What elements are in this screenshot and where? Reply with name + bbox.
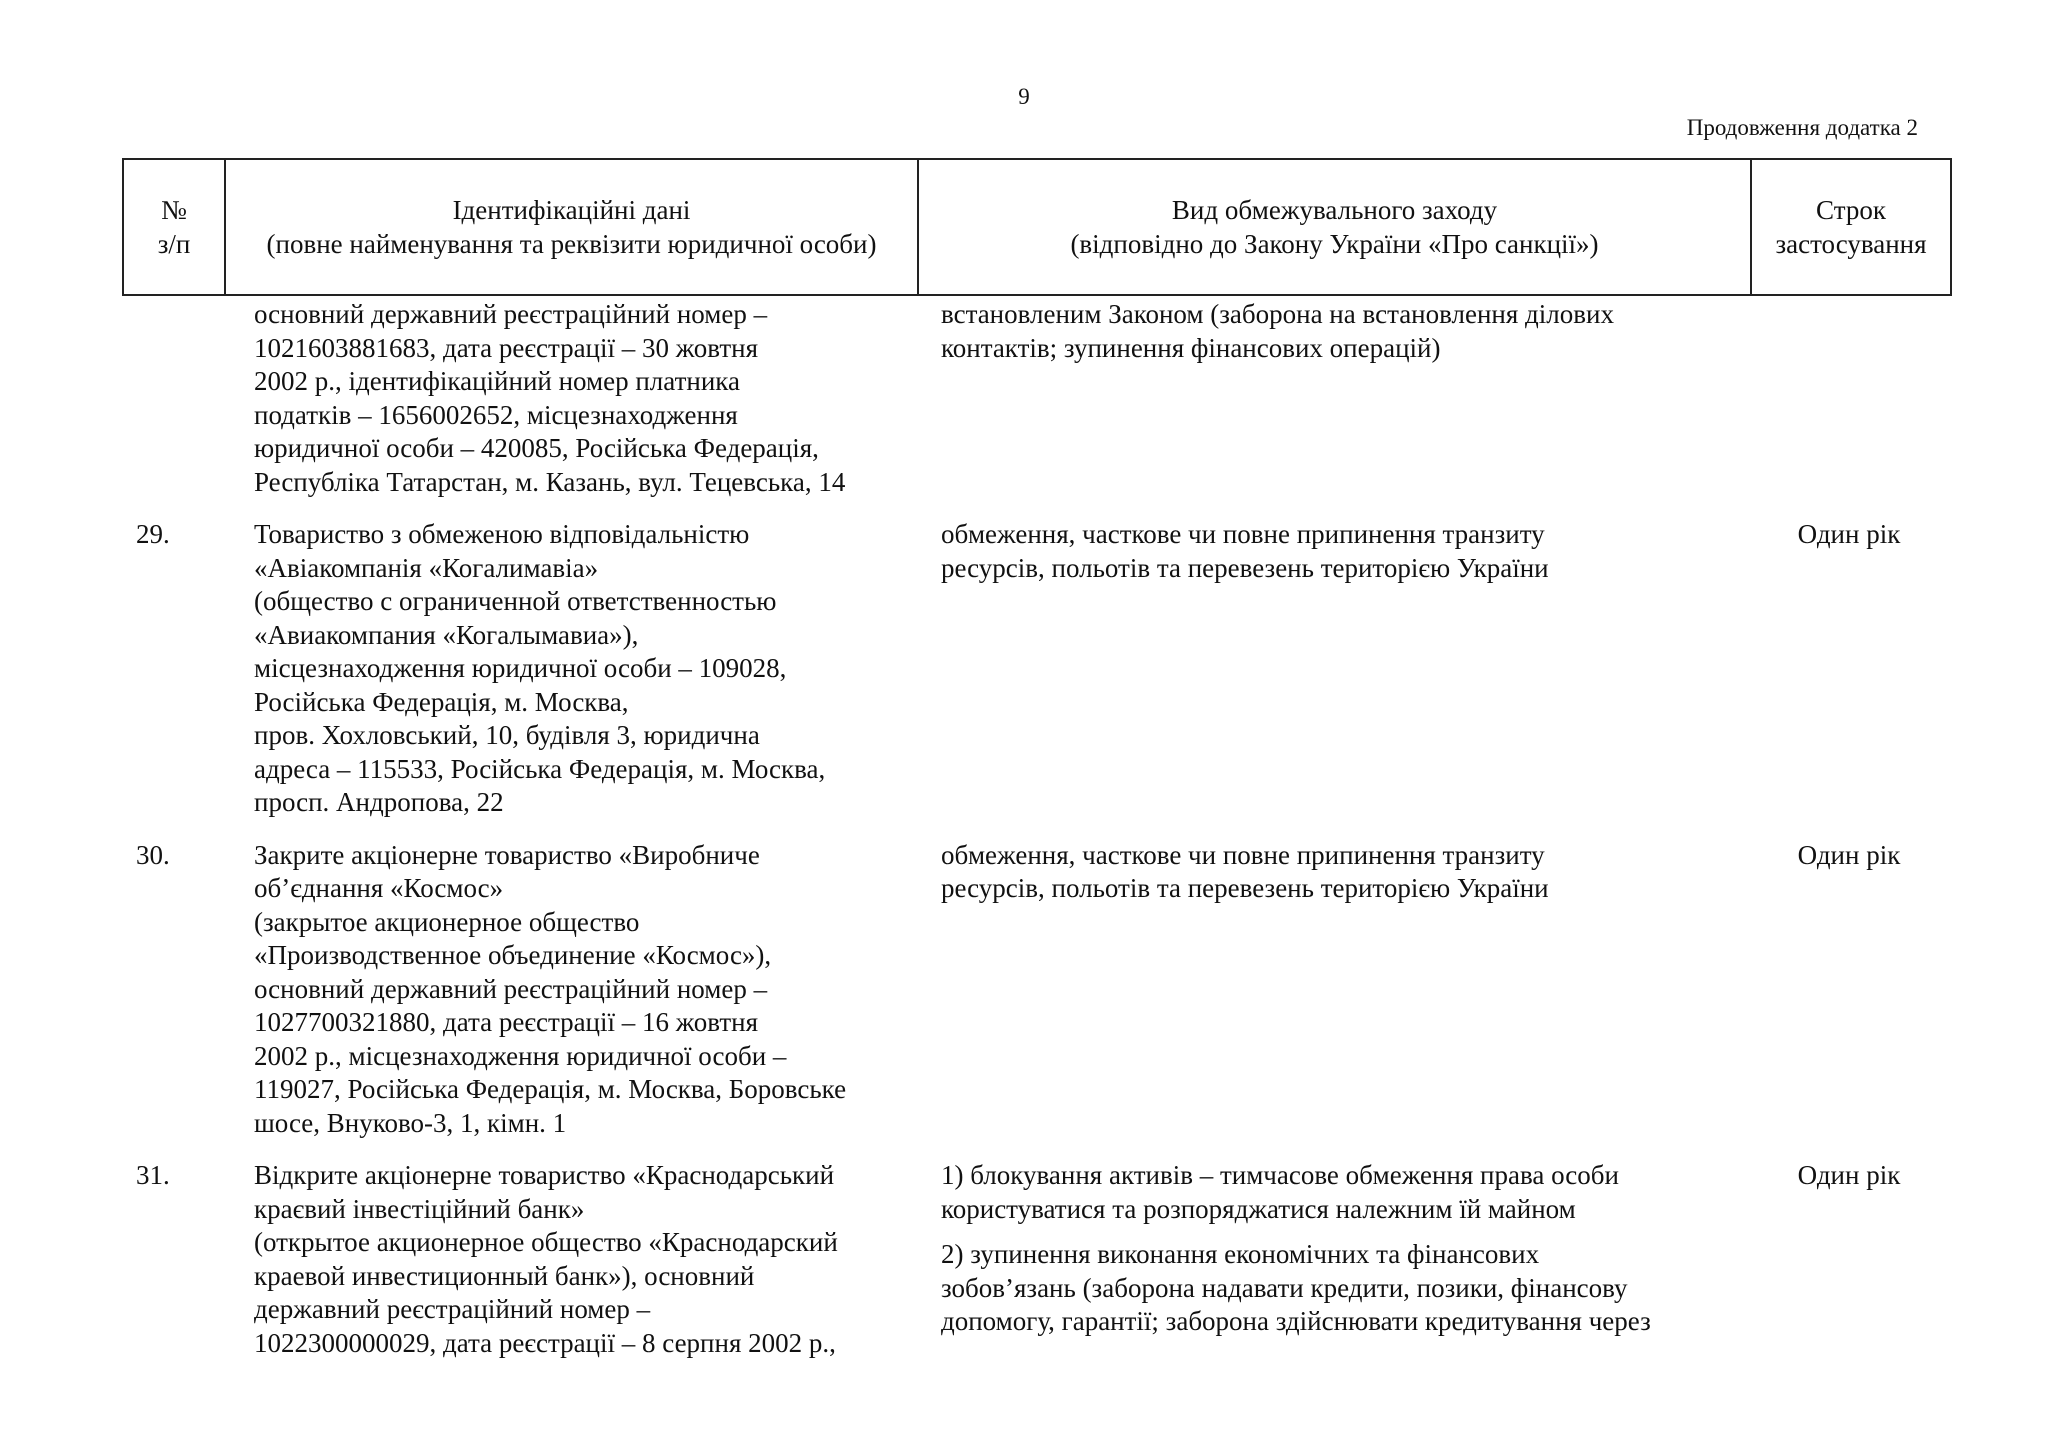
row-term: Один рік xyxy=(1797,519,1901,549)
row-number: 30. xyxy=(136,839,170,870)
sanctions-table xyxy=(122,158,1952,1360)
text-line: Товариство з обмеженою відповідальністю xyxy=(254,519,750,549)
text-line: юридичної особи – 420085, Російська Федерація, xyxy=(254,433,819,463)
text-line: краевой инвестиционный банк»), основний xyxy=(254,1260,755,1291)
measure-paragraph xyxy=(941,839,1744,906)
text-line: 2002 р., місцезнаходження юридичної особи – xyxy=(254,1040,787,1071)
table-header xyxy=(122,158,1952,296)
header-line: з/п xyxy=(157,229,191,259)
row-identification xyxy=(224,518,917,820)
text-line: 2002 р., ідентифікаційний номер платника xyxy=(254,366,740,396)
text-line: «Авіакомпанія «Когалимавіа» xyxy=(254,552,599,583)
row-measure xyxy=(917,839,1750,1141)
table-row xyxy=(122,518,1952,820)
text-line: зобов’язань (заборона надавати кредити, позики, фінансову xyxy=(941,1272,1628,1303)
row-identification xyxy=(224,298,917,499)
row-term: Один рік xyxy=(1797,1160,1901,1190)
table-row xyxy=(122,298,1952,499)
row-number: 29. xyxy=(136,519,170,549)
text-line: просп. Андропова, 22 xyxy=(254,787,504,817)
text-line: (общество с ограниченной ответственностью xyxy=(254,586,777,616)
text-line: податків – 1656002652, місцезнаходження xyxy=(254,399,738,430)
text-line: 1021603881683, дата реєстрації – 30 жовтня xyxy=(254,332,758,363)
page-number: 9 xyxy=(1018,84,1030,109)
text-line: 1) блокування активів – тимчасове обмеження права особи xyxy=(941,1160,1619,1190)
row-term: Один рік xyxy=(1797,839,1901,870)
table-body xyxy=(122,298,1952,1360)
text-line: 1022300000029, дата реєстрації – 8 серпня 2002 р., xyxy=(254,1327,836,1358)
header-line: застосування xyxy=(1775,229,1927,259)
header-line: (повне найменування та реквізити юридичної особи) xyxy=(266,229,877,259)
text-line: «Производственное объединение «Космос»), xyxy=(254,940,772,970)
header-term xyxy=(1752,160,1950,294)
text-line: Відкрите акціонерне товариство «Краснодарський xyxy=(254,1160,835,1190)
text-line: 119027, Російська Федерація, м. Москва, Боровське xyxy=(254,1074,847,1104)
row-identification xyxy=(224,1159,917,1360)
text-line: (открытое акционерное общество «Краснодарский xyxy=(254,1227,838,1257)
text-line: 2) зупинення виконання економічних та фінансових xyxy=(941,1239,1540,1269)
text-line: ресурсів, польотів та перевезень територією України xyxy=(941,873,1549,903)
text-line: (закрытое акционерное общество xyxy=(254,906,640,937)
header-identification xyxy=(226,160,919,294)
row-term xyxy=(1750,298,1948,499)
text-line: «Авиакомпания «Когалымавиа»), xyxy=(254,619,639,650)
text-line: шосе, Внуково-3, 1, кімн. 1 xyxy=(254,1107,567,1138)
header-number xyxy=(124,160,226,294)
text-line: Закрите акціонерне товариство «Виробниче xyxy=(254,839,760,870)
text-line: Республіка Татарстан, м. Казань, вул. Тецевська, 14 xyxy=(254,466,846,497)
continuation-label: Продовження додатка 2 xyxy=(1686,115,1918,140)
text-line: 1027700321880, дата реєстрації – 16 жовтня xyxy=(254,1007,758,1037)
row-measure xyxy=(917,1159,1750,1360)
text-line: краєвий інвестіційний банк» xyxy=(254,1193,585,1224)
text-line: обмеження, часткове чи повне припинення транзиту xyxy=(941,519,1545,549)
header-line: № xyxy=(161,195,187,225)
measure-paragraph xyxy=(941,518,1744,585)
table-row xyxy=(122,839,1952,1141)
text-line: Російська Федерація, м. Москва, xyxy=(254,686,629,717)
text-line: державний реєстраційний номер – xyxy=(254,1294,651,1324)
row-measure xyxy=(917,518,1750,820)
text-line: адреса – 115533, Російська Федерація, м. Москва, xyxy=(254,753,826,784)
text-line: контактів; зупинення фінансових операцій) xyxy=(941,332,1441,363)
header-line: Вид обмежувального заходу xyxy=(1171,195,1498,225)
text-line: пров. Хохловський, 10, будівля 3, юридична xyxy=(254,720,760,750)
row-number xyxy=(122,298,224,499)
text-line: обмеження, часткове чи повне припинення транзиту xyxy=(941,839,1545,870)
measure-paragraph xyxy=(941,298,1744,365)
row-number: 31. xyxy=(136,1160,170,1190)
text-line: користуватися та розпоряджатися належним їй майном xyxy=(941,1193,1576,1224)
header-measure xyxy=(919,160,1752,294)
text-line: об’єднання «Космос» xyxy=(254,873,504,903)
header-line: Строк xyxy=(1816,195,1886,225)
row-measure xyxy=(917,298,1750,499)
text-line: ресурсів, польотів та перевезень територією України xyxy=(941,552,1549,583)
text-line: допомогу, гарантії; заборона здійснювати кредитування через xyxy=(941,1306,1651,1336)
row-identification xyxy=(224,839,917,1141)
header-line: Ідентифікаційні дані xyxy=(452,195,691,225)
text-line: місцезнаходження юридичної особи – 109028, xyxy=(254,653,787,683)
text-line: основний державний реєстраційний номер – xyxy=(254,973,768,1004)
table-row xyxy=(122,1159,1952,1360)
text-line: основний державний реєстраційний номер – xyxy=(254,299,768,329)
measure-paragraph xyxy=(941,1238,1744,1339)
header-line: (відповідно до Закону України «Про санкції») xyxy=(1070,229,1599,259)
measure-paragraph xyxy=(941,1159,1744,1226)
text-line: встановленим Законом (заборона на встановлення ділових xyxy=(941,299,1614,329)
